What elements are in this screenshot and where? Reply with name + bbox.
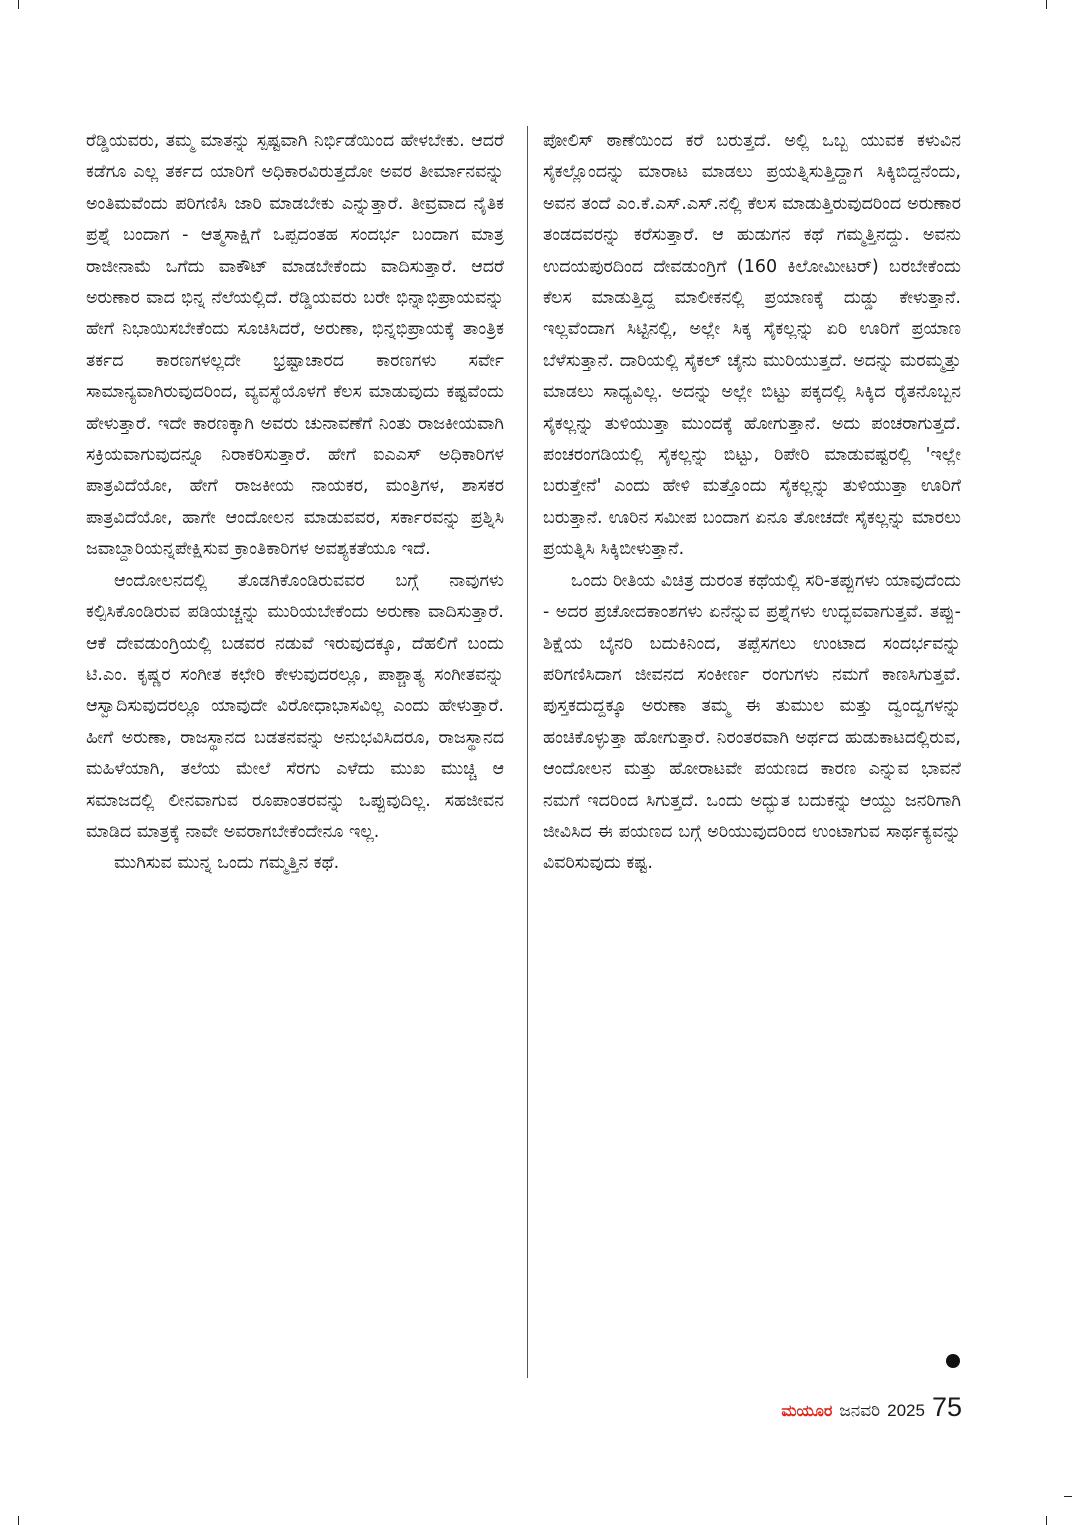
article-paragraph: ಮುಗಿಸುವ ಮುನ್ನ ಒಂದು ಗಮ್ಮತ್ತಿನ ಕಥೆ. — [114, 853, 340, 874]
article-paragraph: ರೆಡ್ಡಿಯವರು, ತಮ್ಮ ಮಾತನ್ನು ಸ್ಪಷ್ಟವಾಗಿ ನಿರ್ಭಿಡೆಯಿಂದ ಹೇಳಬೇಕು. ಆದರೆ ಕಡೆಗೂ ಎಲ್ಲ ತರ್ಕದ ಯಾರಿಗೆ ಅಧಿಕಾರವಿರುತ್ತದೋ ಅವರ ತೀರ್ಮಾನವನ್ನು ಅಂತಿಮವೆಂದು ಪರಿಗಣಿಸಿ ಜಾರಿ ಮಾಡಬೇಕು ಎನ್ನುತ್ತಾರೆ. ತೀವ್ರವಾದ ನೈತಿಕ ಪ್ರಶ್ನೆ ಬಂದಾಗ - ಆತ್ಮಸಾಕ್ಷಿಗೆ ಒಪ್ಪದಂತಹ ಸಂದರ್ಭ ಬಂದಾಗ ಮಾತ್ರ ರಾಜೀನಾಮೆ ಒಗೆದು ವಾಕೌಟ್ ಮಾಡಬೇಕೆಂದು ವಾದಿಸುತ್ತಾರೆ. ಆದರೆ ಅರುಣಾರ ವಾದ ಭಿನ್ನ ನೆಲೆಯಲ್ಲಿದೆ. ರೆಡ್ಡಿಯವರು ಬರೇ ಭಿನ್ನಾಭಿಪ್ರಾಯವನ್ನು ಹೇಗೆ ನಿಭಾಯಿಸಬೇಕೆಂದು ಸೂಚಿಸಿದರೆ, ಅರುಣಾ, ಭಿನ್ನಭಿಪ್ರಾಯಕ್ಕೆ ತಾಂತ್ರಿಕ ತರ್ಕದ ಕಾರಣಗಳಲ್ಲದೇ ಭ್ರಷ್ಟಾಚಾರದ ಕಾರಣಗಳು ಸರ್ವೇ ಸಾಮಾನ್ಯವಾಗಿರುವುದರಿಂದ, ವ್ಯವಸ್ಥೆಯೊಳಗೆ ಕೆಲಸ ಮಾಡುವುದು ಕಷ್ಟವೆಂದು ಹೇಳುತ್ತಾರೆ. ಇದೇ ಕಾರಣಕ್ಕಾಗಿ ಅವರು ಚುನಾವಣೆಗೆ ನಿಂತು ರಾಜಕೀಯವಾಗಿ ಸಕ್ರಿಯವಾಗುವುದನ್ನೂ ನಿರಾಕರಿಸುತ್ತಾರೆ. ಹೇಗೆ ಐಎಎಸ್ ಅಧಿಕಾರಿಗಳ ಪಾತ್ರವಿದೆಯೋ, ಹೇಗೆ ರಾಜಕೀಯ ನಾಯಕರ, ಮಂತ್ರಿಗಳ, ಶಾಸಕರ ಪಾತ್ರವಿದೆಯೋ, ಹಾಗೇ ಆಂದೋಲನ ಮಾಡುವವರ, ಸರ್ಕಾರವನ್ನು ಪ್ರಶ್ನಿಸಿ ಜವಾಬ್ದಾರಿಯನ್ನಪೇಕ್ಷಿಸುವ ಕ್ರಾಂತಿಕಾರಿಗಳ ಅವಶ್ಯಕತೆಯೂ ಇದೆ. — [86, 131, 504, 560]
page-footer — [781, 1392, 962, 1423]
article-paragraph: ಆಂದೋಲನದಲ್ಲಿ ತೊಡಗಿಕೊಂಡಿರುವವರ ಬಗ್ಗೆ ನಾವುಗಳು ಕಲ್ಪಿಸಿಕೊಂಡಿರುವ ಪಡಿಯಚ್ಚನ್ನು ಮುರಿಯಬೇಕೆಂದು ಅರುಣಾ ವಾದಿಸುತ್ತಾರೆ. ಆಕೆ ದೇವಡುಂಗ್ರಿಯಲ್ಲಿ ಬಡವರ ನಡುವೆ ಇರುವುದಕ್ಕೂ, ದೆಹಲಿಗೆ ಬಂದು ಟಿ.ಎಂ. ಕೃಷ್ಣರ ಸಂಗೀತ ಕಛೇರಿ ಕೇಳುವುದರಲ್ಲೂ, ಪಾಶ್ಚಾತ್ಯ ಸಂಗೀತವನ್ನು ಆಸ್ವಾದಿಸುವುದರಲ್ಲೂ ಯಾವುದೇ ವಿರೋಧಾಭಾಸವಿಲ್ಲ ಎಂದು ಹೇಳುತ್ತಾರೆ. ಹೀಗೆ ಅರುಣಾ, ರಾಜಸ್ಥಾನದ ಬಡತನವನ್ನು ಅನುಭವಿಸಿದರೂ, ರಾಜಸ್ಥಾನದ ಮಹಿಳೆಯಾಗಿ, ತಲೆಯ ಮೇಲೆ ಸೆರಗು ಎಳೆದು ಮುಖ ಮುಚ್ಚಿ ಆ ಸಮಾಜದಲ್ಲಿ ಲೀನವಾಗುವ ರೂಪಾಂತರವನ್ನು ಒಪ್ಪುವುದಿಲ್ಲ. ಸಹಜೀವನ ಮಾಡಿದ ಮಾತ್ರಕ್ಕೆ ನಾವೇ ಅವರಾಗಬೇಕೆಂದೇನೂ ಇಲ್ಲ. — [86, 570, 504, 842]
crop-mark-top-right — [1046, 0, 1047, 9]
article-column-left — [86, 126, 504, 880]
crop-mark-bottom-left — [18, 1516, 19, 1525]
article-column-right — [543, 126, 961, 880]
column-divider — [527, 126, 528, 1378]
article-end-mark — [946, 1354, 960, 1368]
issue-year: 2025 — [887, 1401, 925, 1420]
article-paragraph: ಒಂದು ರೀತಿಯ ವಿಚಿತ್ರ ದುರಂತ ಕಥೆಯಲ್ಲಿ ಸರಿ-ತಪ್ಪುಗಳು ಯಾವುದೆಂದು - ಅದರ ಪ್ರಚೋದಕಾಂಶಗಳು ಏನೆನ್ನುವ ಪ್ರಶ್ನೆಗಳು ಉದ್ಭವವಾಗುತ್ತವೆ. ತಪ್ಪು-ಶಿಕ್ಷೆಯ ಬೈನರಿ ಬದುಕಿನಿಂದ, ತಪ್ಪೆಸಗಲು ಉಂಟಾದ ಸಂದರ್ಭವನ್ನು ಪರಿಗಣಿಸಿದಾಗ ಜೀವನದ ಸಂಕೀರ್ಣ ರಂಗುಗಳು ನಮಗೆ ಕಾಣಸಿಗುತ್ತವೆ. ಪುಸ್ತಕದುದ್ದಕ್ಕೂ ಅರುಣಾ ತಮ್ಮ ಈ ತುಮುಲ ಮತ್ತು ದ್ವಂದ್ವಗಳನ್ನು ಹಂಚಿಕೊಳ್ಳುತ್ತಾ ಹೋಗುತ್ತಾರೆ. ನಿರಂತರವಾಗಿ ಅರ್ಥದ ಹುಡುಕಾಟದಲ್ಲಿರುವ, ಆಂದೋಲನ ಮತ್ತು ಹೋರಾಟವೇ ಪಯಣದ ಕಾರಣ ಎನ್ನುವ ಭಾವನೆ ನಮಗೆ ಇದರಿಂದ ಸಿಗುತ್ತದೆ. ಒಂದು ಅದ್ಭುತ ಬದುಕನ್ನು ಆಯ್ದು ಜನರಿಗಾಗಿ ಜೀವಿಸಿದ ಈ ಪಯಣದ ಬಗ್ಗೆ ಅರಿಯುವುದರಿಂದ ಉಂಟಾಗುವ ಸಾರ್ಥಕ್ಯವನ್ನು ವಿವರಿಸುವುದು ಕಷ್ಟ. — [543, 570, 961, 874]
crop-mark-bottom-right — [1046, 1516, 1047, 1525]
crop-mark-top-left — [18, 0, 19, 9]
magazine-logo: ಮಯೂರ — [781, 1401, 833, 1420]
crop-mark-right — [1064, 1496, 1072, 1497]
article-paragraph: ಪೋಲಿಸ್ ಠಾಣೆಯಿಂದ ಕರೆ ಬರುತ್ತದೆ. ಅಲ್ಲಿ ಒಬ್ಬ ಯುವಕ ಕಳುವಿನ ಸೈಕಲ್ಲೊಂದನ್ನು ಮಾರಾಟ ಮಾಡಲು ಪ್ರಯತ್ನಿಸುತ್ತಿದ್ದಾಗ ಸಿಕ್ಕಿಬಿದ್ದನೆಂದು, ಅವನ ತಂದೆ ಎಂ.ಕೆ.ಎಸ್.ಎಸ್.ನಲ್ಲಿ ಕೆಲಸ ಮಾಡುತ್ತಿರುವುದರಿಂದ ಅರುಣಾರ ತಂಡದವರನ್ನು ಕರೆಸುತ್ತಾರೆ. ಆ ಹುಡುಗನ ಕಥೆ ಗಮ್ಮತ್ತಿನದ್ದು. ಅವನು ಉದಯಪುರದಿಂದ ದೇವಡುಂಗ್ರಿಗೆ (160 ಕಿಲೋಮೀಟರ್) ಬರಬೇಕೆಂದು ಕೆಲಸ ಮಾಡುತ್ತಿದ್ದ ಮಾಲೀಕನಲ್ಲಿ ಪ್ರಯಾಣಕ್ಕೆ ದುಡ್ಡು ಕೇಳುತ್ತಾನೆ. ಇಲ್ಲವೆಂದಾಗ ಸಿಟ್ಟಿನಲ್ಲಿ, ಅಲ್ಲೇ ಸಿಕ್ಕ ಸೈಕಲ್ಲನ್ನು ಏರಿ ಊರಿಗೆ ಪ್ರಯಾಣ ಬೆಳೆಸುತ್ತಾನೆ. ದಾರಿಯಲ್ಲಿ ಸೈಕಲ್ ಚೈನು ಮುರಿಯುತ್ತದೆ. ಅದನ್ನು ಮರಮ್ಮತ್ತು ಮಾಡಲು ಸಾಧ್ಯವಿಲ್ಲ. ಅದನ್ನು ಅಲ್ಲೇ ಬಿಟ್ಟು ಪಕ್ಕದಲ್ಲಿ ಸಿಕ್ಕಿದ ರೈತನೊಬ್ಬನ ಸೈಕಲ್ಲನ್ನು ತುಳಿಯುತ್ತಾ ಮುಂದಕ್ಕೆ ಹೋಗುತ್ತಾನೆ. ಅದು ಪಂಚರಾಗುತ್ತದೆ. ಪಂಚರಂಗಡಿಯಲ್ಲಿ ಸೈಕಲ್ಲನ್ನು ಬಿಟ್ಟು, ರಿಪೇರಿ ಮಾಡುವಷ್ಟರಲ್ಲಿ 'ಇಲ್ಲೇ ಬರುತ್ತೇನೆ' ಎಂದು ಹೇಳಿ ಮತ್ತೊಂದು ಸೈಕಲ್ಲನ್ನು ತುಳಿಯುತ್ತಾ ಊರಿಗೆ ಬರುತ್ತಾನೆ. ಊರಿನ ಸಮೀಪ ಬಂದಾಗ ಏನೂ ತೋಚದೇ ಸೈಕಲ್ಲನ್ನು ಮಾರಲು ಪ್ರಯತ್ನಿಸಿ ಸಿಕ್ಕಿಬೀಳುತ್ತಾನೆ. — [543, 131, 961, 560]
page-number: 75 — [931, 1392, 962, 1422]
issue-month: ಜನವರಿ — [839, 1401, 881, 1421]
